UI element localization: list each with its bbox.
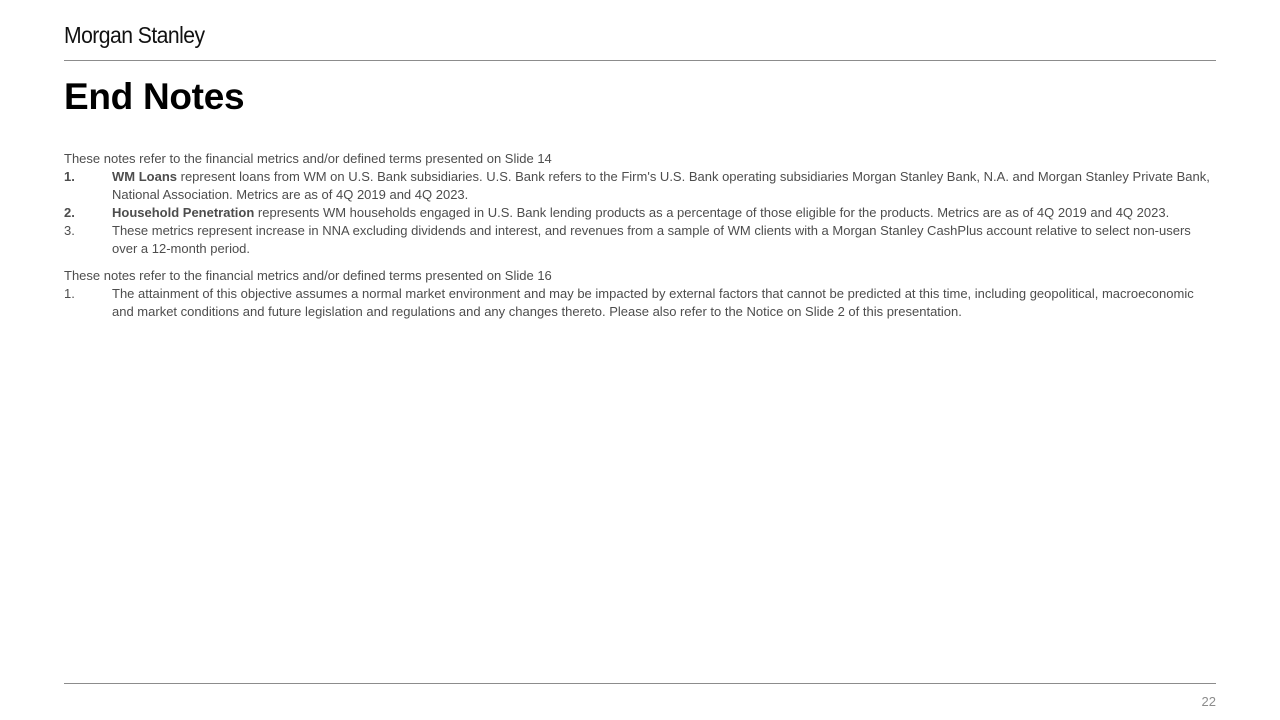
morgan-stanley-logo: Morgan Stanley (64, 22, 205, 48)
end-notes-content (64, 150, 1216, 321)
note-number: 2. (64, 205, 75, 220)
note-item (64, 285, 1216, 321)
note-item (64, 168, 1216, 204)
footer-divider (64, 683, 1216, 684)
note-number: 3. (64, 223, 75, 238)
note-text: The attainment of this objective assumes a normal market environment and may be impacted by external factors that cannot be predicted at this time, including geopolitical, macroeconomic and market conditions and future legislation and regulations and any changes thereto. Please also refer to the Notice on Slide 2 of this presentation. (112, 286, 1194, 319)
note-item (64, 222, 1216, 258)
note-text: These metrics represent increase in NNA excluding dividends and interest, and revenues from a sample of WM clients with a Morgan Stanley CashPlus account relative to select non-users over a 12-month period. (112, 223, 1191, 256)
page-title: End Notes (64, 76, 245, 117)
note-term: Household Penetration (112, 205, 255, 220)
note-text: represents WM households engaged in U.S. Bank lending products as a percentage of those eligible for the products. Metrics are as of 4Q 2019 and 4Q 2023. (254, 205, 1170, 220)
section-intro: These notes refer to the financial metrics and/or defined terms presented on Slide 14 (64, 151, 552, 166)
section-intro: These notes refer to the financial metrics and/or defined terms presented on Slide 16 (64, 268, 552, 283)
notes-section-slide-14 (64, 150, 1216, 258)
note-text: represent loans from WM on U.S. Bank subsidiaries. U.S. Bank refers to the Firm's U.S. Bank operating subsidiaries Morgan Stanley Bank, N.A. and Morgan Stanley Private Bank, National Association. Metrics are as of 4Q 2019 and 4Q 2023. (112, 169, 1210, 202)
notes-section-slide-16 (64, 267, 1216, 321)
note-number: 1. (64, 169, 75, 184)
page-number: 22 (1201, 694, 1216, 709)
note-number: 1. (64, 286, 75, 301)
note-item (64, 204, 1216, 222)
note-term: WM Loans (112, 169, 177, 184)
note-body (112, 204, 1216, 222)
header-divider (64, 60, 1216, 61)
note-body (112, 168, 1216, 204)
